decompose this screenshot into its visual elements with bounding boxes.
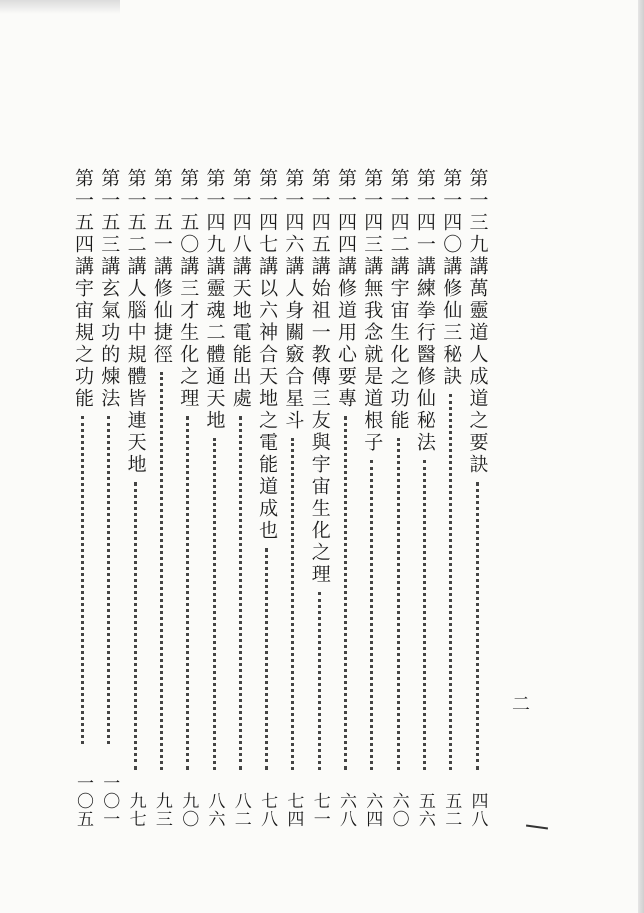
toc-title: 人腦中規體皆連天地 [124,278,147,476]
toc-chapter-number: 第一四二講 [387,168,410,278]
toc-title: 始祖一教傳三友與宇宙生化之理 [308,278,331,586]
toc-page-number: 九〇 [178,792,199,828]
toc-title: 萬靈道人成道之要訣 [466,278,489,476]
toc-entry [438,168,464,828]
toc-entry [465,168,491,828]
toc-entry [412,168,438,828]
toc-dot-leader [318,592,321,770]
toc-chapter-number: 第一四六講 [282,168,305,278]
toc-entry [149,168,175,828]
toc-title: 修仙三秘訣 [440,278,463,388]
toc-title: 天地電能出處 [229,278,252,410]
toc-chapter-number: 第一四四講 [335,168,357,278]
toc-dot-leader [107,416,110,744]
toc-chapter-number: 第一三九講 [466,168,489,278]
toc-page-number: 六四 [362,792,383,828]
toc-entry [70,168,96,828]
toc-entry [280,168,306,828]
toc-entry [123,168,149,828]
toc-title: 宇宙規之功能 [72,278,94,410]
toc-entry [96,168,122,828]
toc-chapter-number: 第一五四講 [72,168,94,278]
scan-edge-shadow [638,0,644,913]
toc-page-number: 五二 [441,792,462,828]
toc-dot-leader [134,482,137,770]
toc-page-number: 五六 [414,792,435,828]
toc-page-number: 九七 [125,792,146,828]
toc-page-number: 九三 [151,792,172,828]
toc-page-number: 四八 [467,792,488,828]
toc-dot-leader [291,438,294,770]
toc-title: 無我念就是道根子 [361,278,384,454]
toc-chapter-number: 第一五二講 [124,168,147,278]
toc-page-number: 一〇五 [73,774,93,828]
toc-entry [254,168,280,828]
toc-chapter-number: 第一四〇講 [440,168,463,278]
toc-title: 三才生化之理 [177,278,200,410]
toc-page-number: 七四 [283,792,304,828]
toc-entry [307,168,333,828]
toc-dot-leader [476,482,479,770]
toc-entry [228,168,254,828]
toc-dot-leader [239,416,242,770]
toc-page-number: 六〇 [388,792,409,828]
table-of-contents [70,168,510,828]
toc-dot-leader [423,460,426,770]
toc-entry [333,168,359,828]
toc-page-number: 七八 [257,792,278,828]
toc-entry [359,168,385,828]
toc-chapter-number: 第一四七講 [256,168,279,278]
toc-entry [386,168,412,828]
toc-title: 練拳行醫修仙秘法 [413,278,436,454]
toc-title: 靈魂二體通天地 [203,278,226,432]
toc-chapter-number: 第一五一講 [150,168,173,278]
toc-page-number: 六八 [336,792,356,828]
toc-title: 人身關竅合星斗 [282,278,305,432]
toc-dot-leader [81,416,84,744]
toc-dot-leader [344,416,347,770]
toc-entry [175,168,201,828]
toc-title: 修道用心要專 [335,278,357,410]
toc-dot-leader [397,438,400,770]
toc-chapter-number: 第一四五講 [308,168,331,278]
toc-dot-leader [213,438,216,770]
toc-chapter-number: 第一五〇講 [177,168,200,278]
toc-dot-leader [186,416,189,770]
scan-mark [526,824,548,829]
toc-entry [202,168,228,828]
toc-title: 宇宙生化之功能 [387,278,410,432]
page-folio-number: 二 [512,694,530,715]
toc-chapter-number: 第一五三講 [98,168,121,278]
toc-page-number: 八二 [230,792,251,828]
toc-title: 以六神合天地之電能道成也 [256,278,279,542]
toc-title: 玄氣功的煉法 [98,278,121,410]
toc-dot-leader [449,394,452,770]
toc-dot-leader [160,372,163,770]
toc-page-number: 七一 [309,792,330,828]
toc-chapter-number: 第一四一講 [413,168,436,278]
toc-chapter-number: 第一四三講 [361,168,384,278]
toc-page-number: 一〇一 [99,774,120,828]
toc-page-number: 八六 [204,792,225,828]
toc-chapter-number: 第一四八講 [229,168,252,278]
toc-dot-leader [370,460,373,770]
scan-top-shadow [0,0,120,14]
toc-title: 修仙捷徑 [150,278,173,366]
toc-chapter-number: 第一四九講 [203,168,226,278]
toc-dot-leader [265,548,268,770]
